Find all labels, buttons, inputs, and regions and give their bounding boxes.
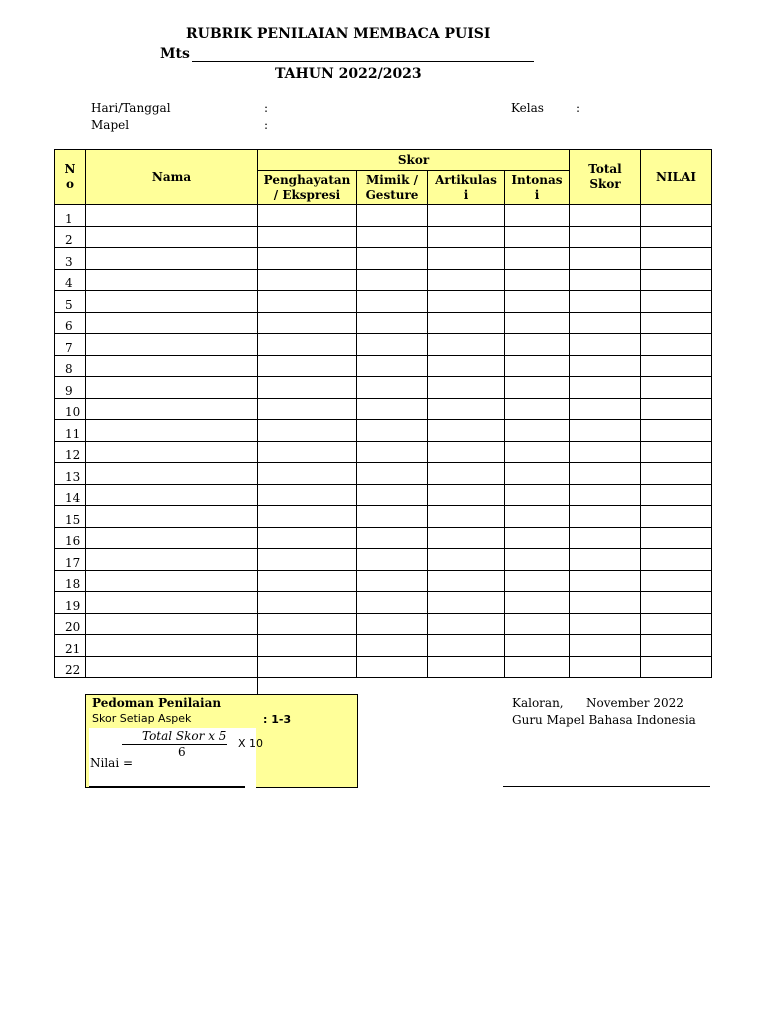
- header-no: N o: [55, 150, 86, 205]
- nilai-cell[interactable]: [641, 592, 712, 614]
- mimik-cell[interactable]: [357, 269, 428, 291]
- intonasi-cell[interactable]: [505, 377, 570, 399]
- header-mimik: Mimik / Gesture: [357, 171, 428, 205]
- penghayatan-cell[interactable]: [258, 205, 357, 227]
- name-cell[interactable]: [86, 420, 258, 442]
- table-row: [55, 549, 712, 571]
- artikulasi-cell[interactable]: [428, 205, 505, 227]
- table-row: [55, 506, 712, 528]
- header-total-skor: Total Skor: [570, 150, 641, 205]
- table-row: [55, 420, 712, 442]
- nilai-cell[interactable]: [641, 291, 712, 313]
- penghayatan-cell[interactable]: [258, 420, 357, 442]
- subject-label: Mapel: [91, 118, 130, 132]
- table-row: [55, 484, 712, 506]
- nilai-cell[interactable]: [641, 205, 712, 227]
- table-row: [55, 592, 712, 614]
- row-number: 12: [55, 441, 86, 463]
- nilai-cell[interactable]: [641, 398, 712, 420]
- nilai-cell[interactable]: [641, 420, 712, 442]
- nilai-cell[interactable]: [641, 463, 712, 485]
- name-cell[interactable]: [86, 592, 258, 614]
- penghayatan-cell[interactable]: [258, 549, 357, 571]
- total-skor-cell[interactable]: [570, 334, 641, 356]
- nilai-cell[interactable]: [641, 484, 712, 506]
- name-cell[interactable]: [86, 656, 258, 678]
- intonasi-cell[interactable]: [505, 312, 570, 334]
- total-skor-cell[interactable]: [570, 592, 641, 614]
- table-row: [55, 635, 712, 657]
- penghayatan-cell[interactable]: [258, 484, 357, 506]
- intonasi-cell[interactable]: [505, 527, 570, 549]
- nilai-cell[interactable]: [641, 549, 712, 571]
- intonasi-cell[interactable]: [505, 355, 570, 377]
- penghayatan-cell[interactable]: [258, 635, 357, 657]
- row-number: 2: [55, 226, 86, 248]
- formula-numerator: Total Skor x 5: [142, 729, 227, 743]
- nilai-cell[interactable]: [641, 334, 712, 356]
- total-skor-cell[interactable]: [570, 441, 641, 463]
- artikulasi-cell[interactable]: [428, 420, 505, 442]
- total-skor-cell[interactable]: [570, 312, 641, 334]
- name-cell[interactable]: [86, 355, 258, 377]
- signature-role: Guru Mapel Bahasa Indonesia: [512, 713, 696, 727]
- artikulasi-cell[interactable]: [428, 441, 505, 463]
- row-number: 6: [55, 312, 86, 334]
- row-number: 13: [55, 463, 86, 485]
- date-colon: :: [264, 101, 269, 115]
- row-number: 1: [55, 205, 86, 227]
- intonasi-cell[interactable]: [505, 484, 570, 506]
- name-cell[interactable]: [86, 226, 258, 248]
- header-nilai: NILAI: [641, 150, 712, 205]
- total-skor-cell[interactable]: [570, 398, 641, 420]
- name-cell[interactable]: [86, 549, 258, 571]
- artikulasi-cell[interactable]: [428, 570, 505, 592]
- intonasi-cell[interactable]: [505, 205, 570, 227]
- artikulasi-cell[interactable]: [428, 506, 505, 528]
- total-skor-cell[interactable]: [570, 269, 641, 291]
- mimik-cell[interactable]: [357, 420, 428, 442]
- mimik-cell[interactable]: [357, 398, 428, 420]
- signature-date: November 2022: [586, 696, 684, 710]
- intonasi-cell[interactable]: [505, 226, 570, 248]
- total-skor-cell[interactable]: [570, 506, 641, 528]
- row-number: 16: [55, 527, 86, 549]
- nilai-cell[interactable]: [641, 613, 712, 635]
- intonasi-cell[interactable]: [505, 291, 570, 313]
- total-skor-cell[interactable]: [570, 291, 641, 313]
- signature-place: Kaloran,: [512, 696, 564, 710]
- name-cell[interactable]: [86, 312, 258, 334]
- nilai-cell[interactable]: [641, 656, 712, 678]
- name-cell[interactable]: [86, 506, 258, 528]
- total-skor-cell[interactable]: [570, 420, 641, 442]
- intonasi-cell[interactable]: [505, 248, 570, 270]
- table-row: [55, 570, 712, 592]
- penghayatan-cell[interactable]: [258, 355, 357, 377]
- artikulasi-cell[interactable]: [428, 355, 505, 377]
- name-cell[interactable]: [86, 269, 258, 291]
- table-row: [55, 441, 712, 463]
- penghayatan-cell[interactable]: [258, 334, 357, 356]
- nilai-cell[interactable]: [641, 635, 712, 657]
- total-skor-cell[interactable]: [570, 226, 641, 248]
- mimik-cell[interactable]: [357, 613, 428, 635]
- penghayatan-cell[interactable]: [258, 570, 357, 592]
- penghayatan-cell[interactable]: [258, 463, 357, 485]
- artikulasi-cell[interactable]: [428, 398, 505, 420]
- artikulasi-cell[interactable]: [428, 549, 505, 571]
- name-cell[interactable]: [86, 570, 258, 592]
- mimik-cell[interactable]: [357, 463, 428, 485]
- nilai-cell[interactable]: [641, 312, 712, 334]
- name-cell[interactable]: [86, 527, 258, 549]
- total-skor-cell[interactable]: [570, 527, 641, 549]
- row-number: 7: [55, 334, 86, 356]
- total-skor-cell[interactable]: [570, 355, 641, 377]
- row-number: 8: [55, 355, 86, 377]
- mimik-cell[interactable]: [357, 291, 428, 313]
- mimik-cell[interactable]: [357, 549, 428, 571]
- artikulasi-cell[interactable]: [428, 312, 505, 334]
- artikulasi-cell[interactable]: [428, 463, 505, 485]
- name-cell[interactable]: [86, 398, 258, 420]
- total-skor-cell[interactable]: [570, 205, 641, 227]
- total-skor-cell[interactable]: [570, 570, 641, 592]
- row-number: 20: [55, 613, 86, 635]
- penghayatan-cell[interactable]: [258, 377, 357, 399]
- row-number: 11: [55, 420, 86, 442]
- aspect-score-label: Skor Setiap Aspek: [92, 712, 192, 725]
- table-row: [55, 355, 712, 377]
- artikulasi-cell[interactable]: [428, 592, 505, 614]
- table-row: [55, 248, 712, 270]
- name-cell[interactable]: [86, 635, 258, 657]
- date-label: Hari/Tanggal: [91, 101, 171, 115]
- row-number: 14: [55, 484, 86, 506]
- intonasi-cell[interactable]: [505, 635, 570, 657]
- intonasi-cell[interactable]: [505, 506, 570, 528]
- penghayatan-cell[interactable]: [258, 248, 357, 270]
- name-cell[interactable]: [86, 441, 258, 463]
- intonasi-cell[interactable]: [505, 441, 570, 463]
- row-number: 18: [55, 570, 86, 592]
- artikulasi-cell[interactable]: [428, 656, 505, 678]
- intonasi-cell[interactable]: [505, 656, 570, 678]
- mimik-cell[interactable]: [357, 355, 428, 377]
- total-skor-cell[interactable]: [570, 635, 641, 657]
- formula-area: [89, 728, 245, 787]
- row-number: 15: [55, 506, 86, 528]
- nilai-label: Nilai =: [90, 756, 134, 770]
- row-number: 21: [55, 635, 86, 657]
- nilai-cell[interactable]: [641, 269, 712, 291]
- row-number: 10: [55, 398, 86, 420]
- class-label: Kelas: [511, 101, 544, 115]
- intonasi-cell[interactable]: [505, 334, 570, 356]
- nilai-cell[interactable]: [641, 527, 712, 549]
- mimik-cell[interactable]: [357, 441, 428, 463]
- nilai-cell[interactable]: [641, 226, 712, 248]
- penghayatan-cell[interactable]: [258, 226, 357, 248]
- penghayatan-cell[interactable]: [258, 592, 357, 614]
- mimik-cell[interactable]: [357, 506, 428, 528]
- total-skor-cell[interactable]: [570, 377, 641, 399]
- total-skor-cell[interactable]: [570, 463, 641, 485]
- mimik-cell[interactable]: [357, 592, 428, 614]
- divider-line: [257, 678, 258, 694]
- artikulasi-cell[interactable]: [428, 248, 505, 270]
- row-number: 5: [55, 291, 86, 313]
- row-number: 9: [55, 377, 86, 399]
- penghayatan-cell[interactable]: [258, 506, 357, 528]
- name-cell[interactable]: [86, 291, 258, 313]
- penghayatan-cell[interactable]: [258, 269, 357, 291]
- signature-line: [503, 786, 710, 787]
- school-label: Mts: [160, 46, 190, 62]
- header-skor: Skor: [258, 150, 570, 171]
- mimik-cell[interactable]: [357, 205, 428, 227]
- table-row: [55, 205, 712, 227]
- row-number: 19: [55, 592, 86, 614]
- intonasi-cell[interactable]: [505, 398, 570, 420]
- nilai-cell[interactable]: [641, 570, 712, 592]
- intonasi-cell[interactable]: [505, 570, 570, 592]
- artikulasi-cell[interactable]: [428, 291, 505, 313]
- header-name: Nama: [86, 150, 258, 205]
- artikulasi-cell[interactable]: [428, 377, 505, 399]
- nilai-cell[interactable]: [641, 441, 712, 463]
- name-cell[interactable]: [86, 377, 258, 399]
- name-cell[interactable]: [86, 484, 258, 506]
- artikulasi-cell[interactable]: [428, 334, 505, 356]
- table-row: [55, 226, 712, 248]
- penghayatan-cell[interactable]: [258, 398, 357, 420]
- name-cell[interactable]: [86, 205, 258, 227]
- row-number: 22: [55, 656, 86, 678]
- artikulasi-cell[interactable]: [428, 635, 505, 657]
- artikulasi-cell[interactable]: [428, 269, 505, 291]
- mimik-cell[interactable]: [357, 226, 428, 248]
- guide-title: Pedoman Penilaian: [92, 696, 222, 710]
- formula-denominator: 6: [178, 745, 186, 759]
- document-title: RUBRIK PENILAIAN MEMBACA PUISI: [186, 26, 491, 42]
- penghayatan-cell[interactable]: [258, 291, 357, 313]
- total-skor-cell[interactable]: [570, 248, 641, 270]
- mimik-cell[interactable]: [357, 484, 428, 506]
- total-skor-cell[interactable]: [570, 656, 641, 678]
- mimik-cell[interactable]: [357, 377, 428, 399]
- table-row: [55, 656, 712, 678]
- table-row: [55, 398, 712, 420]
- name-cell[interactable]: [86, 248, 258, 270]
- total-skor-cell[interactable]: [570, 613, 641, 635]
- row-number: 4: [55, 269, 86, 291]
- artikulasi-cell[interactable]: [428, 484, 505, 506]
- penghayatan-cell[interactable]: [258, 613, 357, 635]
- intonasi-cell[interactable]: [505, 269, 570, 291]
- mimik-cell[interactable]: [357, 312, 428, 334]
- table-row: [55, 463, 712, 485]
- row-number: 3: [55, 248, 86, 270]
- intonasi-cell[interactable]: [505, 463, 570, 485]
- table-row: [55, 269, 712, 291]
- intonasi-cell[interactable]: [505, 613, 570, 635]
- school-name-line: [192, 61, 534, 62]
- table-row: [55, 291, 712, 313]
- name-cell[interactable]: [86, 613, 258, 635]
- mimik-cell[interactable]: [357, 334, 428, 356]
- mimik-cell[interactable]: [357, 248, 428, 270]
- formula-multiplier: X 10: [238, 737, 264, 750]
- name-cell[interactable]: [86, 334, 258, 356]
- school-year: TAHUN 2022/2023: [275, 66, 422, 82]
- mimik-cell[interactable]: [357, 635, 428, 657]
- intonasi-cell[interactable]: [505, 420, 570, 442]
- penghayatan-cell[interactable]: [258, 312, 357, 334]
- intonasi-cell[interactable]: [505, 549, 570, 571]
- name-cell[interactable]: [86, 463, 258, 485]
- penghayatan-cell[interactable]: [258, 527, 357, 549]
- header-artikulasi: Artikulas i: [428, 171, 505, 205]
- grading-guide: [85, 694, 358, 788]
- header-penghayatan: Penghayatan / Ekspresi: [258, 171, 357, 205]
- nilai-cell[interactable]: [641, 248, 712, 270]
- subject-colon: :: [264, 118, 269, 132]
- total-skor-cell[interactable]: [570, 549, 641, 571]
- nilai-cell[interactable]: [641, 506, 712, 528]
- assessment-table: [54, 149, 712, 678]
- mimik-cell[interactable]: [357, 570, 428, 592]
- mimik-cell[interactable]: [357, 656, 428, 678]
- class-colon: :: [576, 101, 581, 115]
- fraction-line: [122, 744, 227, 745]
- mimik-cell[interactable]: [357, 527, 428, 549]
- artikulasi-cell[interactable]: [428, 527, 505, 549]
- artikulasi-cell[interactable]: [428, 226, 505, 248]
- table-row: [55, 613, 712, 635]
- table-row: [55, 312, 712, 334]
- intonasi-cell[interactable]: [505, 592, 570, 614]
- total-skor-cell[interactable]: [570, 484, 641, 506]
- nilai-cell[interactable]: [641, 377, 712, 399]
- nilai-cell[interactable]: [641, 355, 712, 377]
- artikulasi-cell[interactable]: [428, 613, 505, 635]
- table-row: [55, 527, 712, 549]
- row-number: 17: [55, 549, 86, 571]
- penghayatan-cell[interactable]: [258, 656, 357, 678]
- header-intonasi: Intonas i: [505, 171, 570, 205]
- table-row: [55, 334, 712, 356]
- table-row: [55, 377, 712, 399]
- penghayatan-cell[interactable]: [258, 441, 357, 463]
- aspect-score-range: : 1-3: [263, 713, 292, 726]
